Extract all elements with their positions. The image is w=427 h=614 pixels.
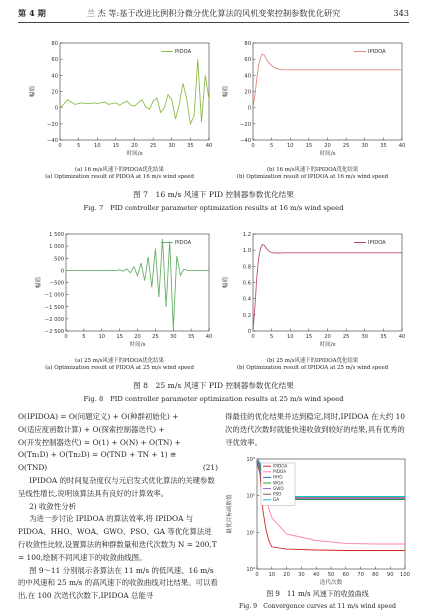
section-heading-convergence: 2) 收敛性分析 — [29, 501, 76, 511]
x-tick-label: 0 — [255, 572, 259, 578]
right-column — [225, 411, 410, 449]
series-line-pidoa — [60, 59, 209, 124]
x-tick-label: 10 — [286, 143, 294, 149]
x-tick-label: 5 — [76, 143, 81, 149]
fig7a-caption-cn: (a) 16 m/s风速下的PIDOA优化结果 — [75, 167, 164, 173]
x-tick-label: 70 — [357, 572, 364, 578]
y-tick-label: 0.4 — [242, 296, 251, 303]
page-number: 343 — [393, 8, 409, 18]
legend-label: IPIDOA — [368, 240, 386, 246]
x-tick-label: 15 — [305, 334, 313, 340]
x-tick-label: 0 — [58, 143, 62, 149]
x-tick-label: 25 — [342, 334, 350, 340]
y-tick-label: 10⁰ — [246, 567, 255, 573]
y-tick-label: 500 — [54, 256, 64, 263]
fig7-caption-cn: 图 7 16 m/s 风速下 PID 控制器参数优化结果 — [133, 190, 294, 199]
equation-line-3: O(开发控制器迭代) = O(1) + O(N) + O(TN) + — [18, 437, 181, 447]
x-tick-label: 25 — [342, 143, 350, 149]
x-tick-label: 15 — [112, 143, 120, 149]
paragraph-convergence-setup: 为进一步讨论 IPIDOA 的算法效率,将 IPIDOA 与 PIDOA、HHO、WOA、GWO、PSO、GA 等优化算法进行收敛性比较,设置算法的种群数量和迭代次数为 N = 200,T = 100,绘制不同风速下的收敛曲线图。 — [18, 514, 217, 562]
x-tick-label: 35 — [187, 143, 194, 149]
x-tick-label: 60 — [342, 572, 350, 578]
fig8a-caption-cn: (a) 25 m/s风速下的PIDOA优化结果 — [75, 358, 164, 364]
fig8b-chart — [215, 227, 410, 358]
legend-label-pso: PSO — [273, 491, 282, 497]
y-tick-label: 10¹ — [246, 530, 255, 537]
series-line-ipidoa — [253, 54, 402, 107]
legend-label-hho: HHO — [273, 474, 283, 480]
y-tick-label: 40 — [244, 73, 251, 80]
plot-frame — [66, 234, 209, 331]
equation-line-1: O(IPIDOA) = O(问题定义) + O(种群初始化) + — [18, 412, 179, 421]
x-tick-label: 25 — [152, 334, 159, 340]
y-tick-label: −1 500 — [44, 304, 64, 311]
legend-label: PIDOA — [175, 240, 192, 246]
x-tick-label: 100 — [400, 572, 410, 578]
x-tick-label: 10 — [268, 572, 276, 578]
x-tick-label: 10 — [93, 143, 101, 149]
y-tick-label: 0 — [54, 105, 58, 112]
fig7a-chart — [22, 36, 217, 166]
fig8b-caption — [215, 358, 410, 372]
x-tick-label: 50 — [327, 572, 335, 578]
x-tick-label: 0 — [64, 334, 68, 340]
x-tick-label: 35 — [187, 334, 195, 340]
y-axis-label: 最优目标函数值 — [227, 494, 233, 534]
page-header — [18, 6, 409, 23]
x-tick-label: 10 — [98, 334, 106, 340]
legend-label-woa: WOA — [273, 480, 284, 486]
fig7a-caption — [22, 167, 217, 181]
plot-frame — [253, 43, 402, 140]
x-tick-label: 35 — [380, 334, 387, 340]
fig7-caption-en: Fig. 7 PID controller parameter optimization results at 16 m/s wind speed — [83, 204, 344, 212]
y-tick-label: 0.2 — [242, 312, 251, 319]
fig9-caption-cn: 图 9 11 m/s 风速下的收敛曲线 — [266, 590, 369, 598]
y-tick-label: 0.8 — [242, 264, 251, 271]
x-tick-label: 25 — [149, 143, 157, 149]
fig9-caption-en: Fig. 9 Convergence curves at 11 m/s wind speed — [239, 603, 396, 610]
y-tick-label: −40 — [47, 138, 58, 144]
series-line-pidoa — [66, 239, 209, 329]
y-axis-label: 幅值 — [30, 85, 36, 98]
x-tick-label: 0 — [251, 334, 255, 340]
x-tick-label: 80 — [372, 572, 379, 578]
equation-line-4: O(Tn₁D) + O(Tn₂D) = O(TND + TN + 1) ≅ — [18, 450, 177, 460]
x-tick-label: 40 — [398, 143, 406, 149]
equation-line-5-text: O(TND) — [18, 463, 48, 473]
x-axis-label: 时间/s — [319, 151, 336, 157]
x-tick-label: 40 — [398, 334, 406, 340]
fig9-chart — [225, 453, 410, 587]
y-tick-label: 60 — [51, 57, 58, 64]
y-tick-label: 80 — [51, 41, 58, 47]
running-title: 兰 杰 等:基于改进比例积分微分优化算法的风机变桨控制参数优化研究 — [86, 8, 341, 18]
fig7b-caption — [215, 167, 410, 181]
y-tick-label: −40 — [240, 138, 251, 144]
x-tick-label: 40 — [205, 334, 213, 340]
legend-label-pidoa: PIDOA — [273, 469, 287, 475]
x-tick-label: 40 — [312, 572, 320, 578]
paragraph-convergence-results: 图 9～11 分别展示各算法在 11 m/s 的低风速、16 m/s 的中风速和 25 m/s 的高风速下的收敛曲线对比结果。可以看出,在 100 次迭代次数下,IPIDOA 总能寻 — [18, 565, 218, 601]
y-tick-label: 20 — [51, 89, 58, 96]
paragraph-right-continuation: 得最佳的优化结果并达到稳定,同时,IPIDOA 在大约 10 次的迭代次数时就能快速收敛到较好的结果,具有优秀的寻优效率。 — [225, 412, 405, 447]
y-tick-label: 0 — [247, 329, 251, 335]
x-tick-label: 30 — [298, 572, 305, 578]
x-tick-label: 5 — [269, 334, 274, 340]
y-axis-label: 幅值 — [36, 276, 42, 289]
plot-frame — [60, 43, 209, 140]
y-tick-label: 1.2 — [242, 232, 251, 238]
fig8a-caption — [22, 358, 217, 372]
y-tick-label: 10³ — [246, 457, 255, 463]
y-tick-label: 60 — [244, 57, 251, 64]
legend-label-ga: GA — [273, 497, 280, 503]
x-tick-label: 30 — [169, 334, 177, 340]
x-tick-label: 30 — [361, 334, 369, 340]
y-tick-label: 1 500 — [49, 232, 64, 238]
y-tick-label: 1 000 — [49, 244, 64, 251]
x-tick-label: 40 — [205, 143, 213, 149]
fig8a-caption-en: (a) Optimization result of PIDOA at 25 m/s wind speed — [45, 365, 194, 371]
x-tick-label: 20 — [324, 334, 331, 340]
x-tick-label: 10 — [286, 334, 294, 340]
y-tick-label: −20 — [47, 121, 58, 128]
x-axis-label: 时间/s — [319, 342, 336, 348]
x-tick-label: 20 — [131, 143, 138, 149]
y-tick-label: 40 — [51, 73, 58, 80]
x-tick-label: 20 — [324, 143, 331, 149]
x-tick-label: 90 — [386, 572, 394, 578]
y-axis-label: 幅值 — [223, 85, 229, 98]
legend-label: IPIDOA — [368, 49, 386, 55]
fig7a-caption-en: (a) Optimization result of PIDOA at 16 m/s wind speed — [45, 174, 194, 180]
fig7b-caption-cn: (b) 16 m/s风速下的IPIDOA优化结果 — [266, 167, 359, 173]
x-tick-label: 0 — [251, 143, 255, 149]
left-column — [18, 411, 218, 603]
y-tick-label: 0.6 — [242, 280, 251, 287]
x-tick-label: 20 — [134, 334, 141, 340]
y-tick-label: 1.0 — [242, 248, 251, 255]
x-tick-label: 15 — [305, 143, 313, 149]
y-tick-label: −500 — [49, 280, 64, 287]
x-tick-label: 5 — [269, 143, 274, 149]
legend-label-ipidoa: IPIDOA — [273, 463, 288, 469]
equation-number: (21) — [202, 463, 218, 473]
equation-line-2: O(适应度函数计算) + O(探索控制器迭代) + — [18, 424, 165, 434]
y-tick-label: 0 — [247, 105, 251, 112]
x-axis-label: 时间/s — [129, 342, 146, 348]
y-axis-label: 幅值 — [223, 276, 229, 289]
x-tick-label: 5 — [82, 334, 86, 340]
fig8a-chart — [22, 227, 217, 358]
x-tick-label: 30 — [168, 143, 176, 149]
y-tick-label: −1 000 — [44, 292, 64, 299]
paragraph-complexity: IPIDOA 的时间复杂度仅与元启发式优化算法的关键参数呈线性增长,说明该算法具有良好的计算效率。 — [18, 475, 215, 498]
x-tick-label: 35 — [380, 143, 387, 149]
y-tick-label: −20 — [240, 121, 251, 128]
fig7b-caption-en: (b) Optimization result of IPIDOA at 16 m/s wind speed — [236, 174, 389, 180]
y-tick-label: 20 — [244, 89, 251, 96]
y-tick-label: −2 000 — [44, 316, 64, 323]
legend-label: PIDOA — [175, 49, 192, 55]
equation-line-5 — [18, 462, 218, 475]
issue-number: 第 4 期 — [18, 8, 46, 18]
x-axis-label: 时间/s — [126, 151, 143, 157]
x-tick-label: 20 — [283, 572, 290, 578]
y-tick-label: 80 — [244, 41, 251, 47]
fig8-caption-en: Fig. 8 PID controller parameter optimization results at 25 m/s wind speed — [83, 395, 344, 403]
y-tick-label: −2 500 — [44, 329, 64, 335]
y-tick-label: 10² — [246, 493, 255, 500]
legend-label-gwo: GWO — [273, 485, 284, 491]
x-tick-label: 30 — [361, 143, 369, 149]
x-tick-label: 15 — [116, 334, 123, 340]
fig8b-caption-cn: (b) 25 m/s风速下的IPIDOA优化结果 — [266, 358, 359, 364]
y-tick-label: 0 — [60, 268, 64, 275]
fig7b-chart — [215, 36, 410, 166]
plot-frame — [253, 234, 402, 331]
x-axis-label: 迭代次数 — [319, 580, 343, 586]
fig8-caption-cn: 图 8 25 m/s 风速下 PID 控制器参数优化结果 — [133, 381, 294, 390]
fig8b-caption-en: (b) Optimization result of IPIDOA at 25 m/s wind speed — [236, 365, 389, 371]
series-line-ipidoa — [253, 245, 402, 332]
